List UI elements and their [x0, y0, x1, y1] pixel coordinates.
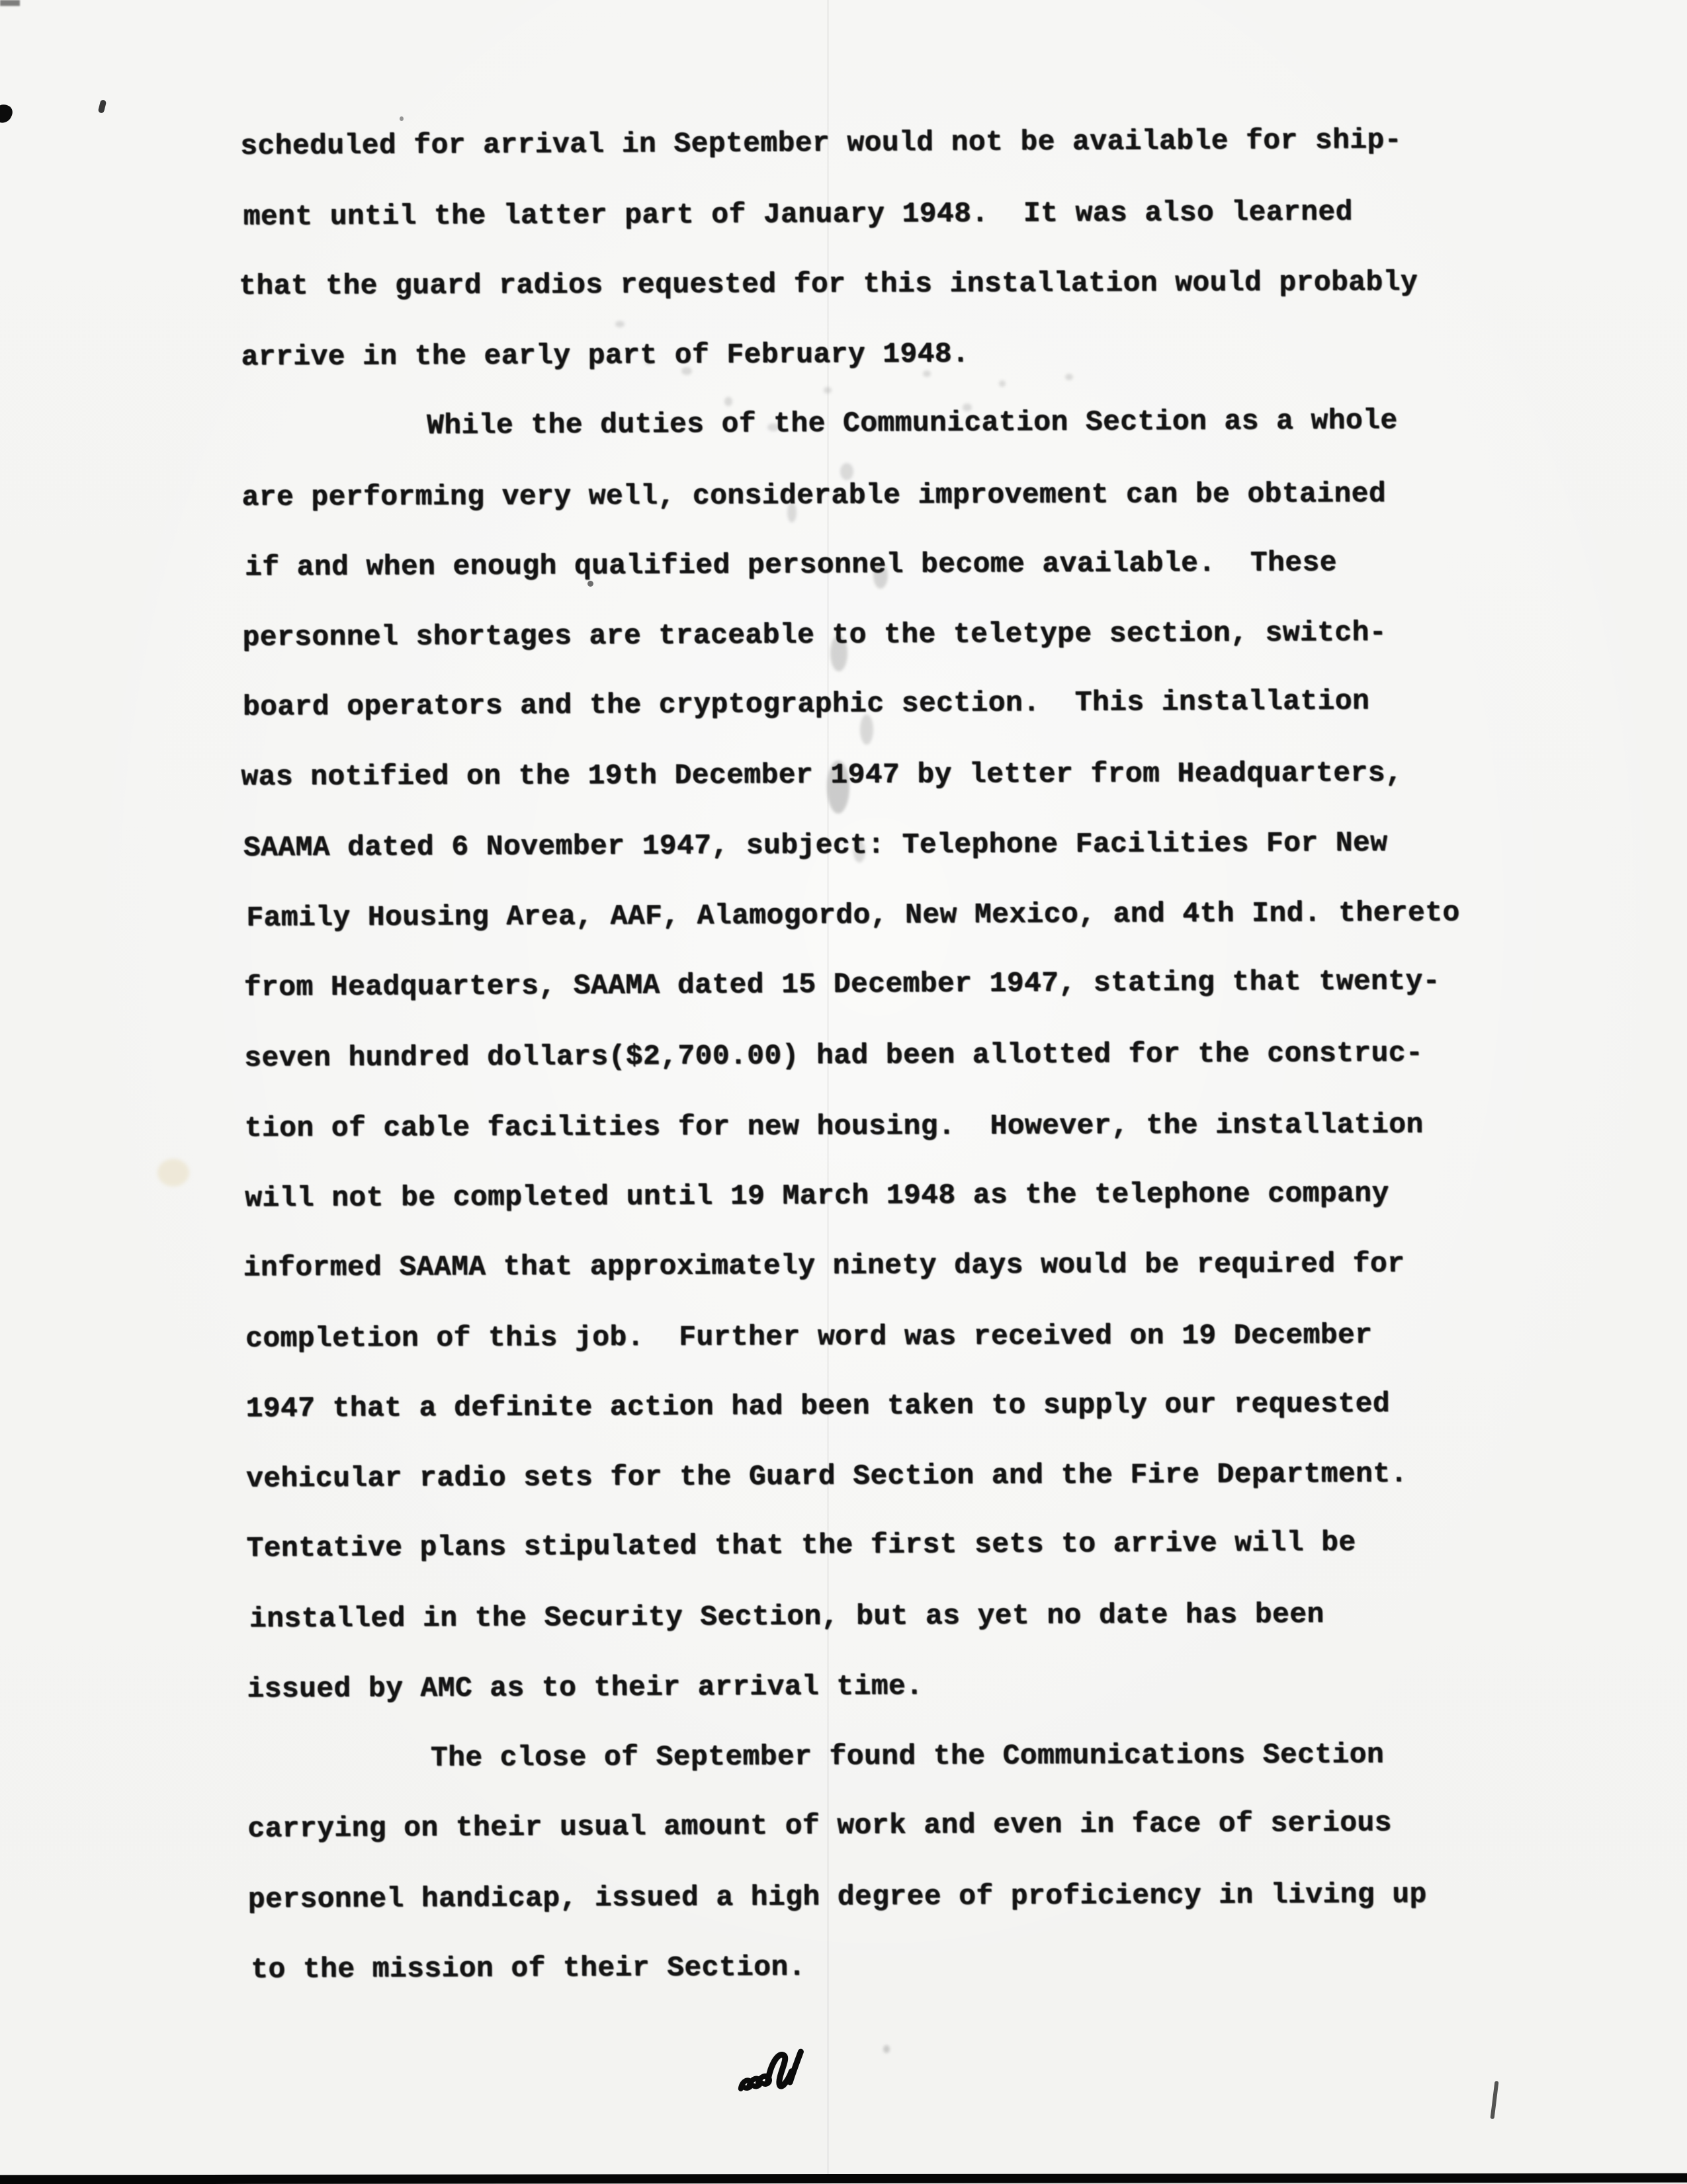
text-line: issued by AMC as to their arrival time. [247, 1669, 924, 1705]
text-line: Tentative plans stipulated that the first sets to arrive will be [246, 1525, 1356, 1564]
paper-stain [157, 1159, 189, 1187]
stray-ink-speck [98, 99, 107, 114]
text-line: personnel handicap, issued a high degree of proficiency in living up [247, 1877, 1427, 1915]
text-line: to the mission of their Section. [251, 1950, 806, 1986]
text-line: SAAMA dated 6 November 1947, subject: Telephone Facilities For New [243, 825, 1388, 864]
text-line: that the guard radios requested for this installation would probably [239, 265, 1418, 302]
corner-ink-smudge [0, 0, 20, 6]
text-line: seven hundred dollars($2,700.00) had been allotted for the construc- [244, 1036, 1424, 1074]
ink-smudge [883, 2045, 890, 2053]
text-line: are performing very well, considerable improvement can be obtained [241, 477, 1387, 513]
text-line: informed SAAMA that approximately ninety days would be required for [243, 1247, 1405, 1284]
text-line: arrive in the early part of February 1948. [241, 337, 970, 373]
right-edge-mark [1490, 2081, 1498, 2119]
left-edge-ink-blot [0, 103, 15, 126]
text-line: installed in the Security Section, but as yet no date has been [249, 1597, 1324, 1635]
handwriting-scribble-icon [731, 2038, 824, 2113]
text-line: from Headquarters, SAAMA dated 15 December 1947, stating that twenty- [243, 964, 1440, 1003]
typewritten-text-block [240, 106, 1518, 2004]
text-line: ment until the latter part of January 1948. It was also learned [243, 195, 1353, 233]
text-line: completion of this job. Further word was received on 19 December [245, 1318, 1373, 1355]
text-line: was notified on the 19th December 1947 by letter from Headquarters, [241, 756, 1403, 793]
text-line: if and when enough qualified personnel become available. These [244, 546, 1337, 583]
text-line: board operators and the cryptographic section. This installation [242, 684, 1370, 723]
text-line: personnel shortages are traceable to the teletype section, switch- [242, 615, 1387, 653]
text-line: Family Housing Area, AAF, Alamogordo, New Mexico, and 4th Ind. thereto [246, 896, 1460, 934]
text-line: While the duties of the Communication Section as a whole [426, 403, 1398, 442]
text-line: 1947 that a definite action had been taken to supply our requested [245, 1386, 1391, 1425]
text-line: tion of cable facilities for new housing. However, the installation [244, 1108, 1424, 1144]
text-line: vehicular radio sets for the Guard Section and the Fire Department. [245, 1456, 1408, 1495]
text-line: The close of September found the Communications Section [430, 1738, 1385, 1774]
text-line: will not be completed until 19 March 1948 as the telephone company [245, 1176, 1389, 1214]
text-line: carrying on their usual amount of work and even in face of serious [247, 1806, 1392, 1845]
handwritten-page-number [731, 2038, 824, 2113]
text-line: scheduled for arrival in September would not be available for ship- [240, 123, 1403, 163]
